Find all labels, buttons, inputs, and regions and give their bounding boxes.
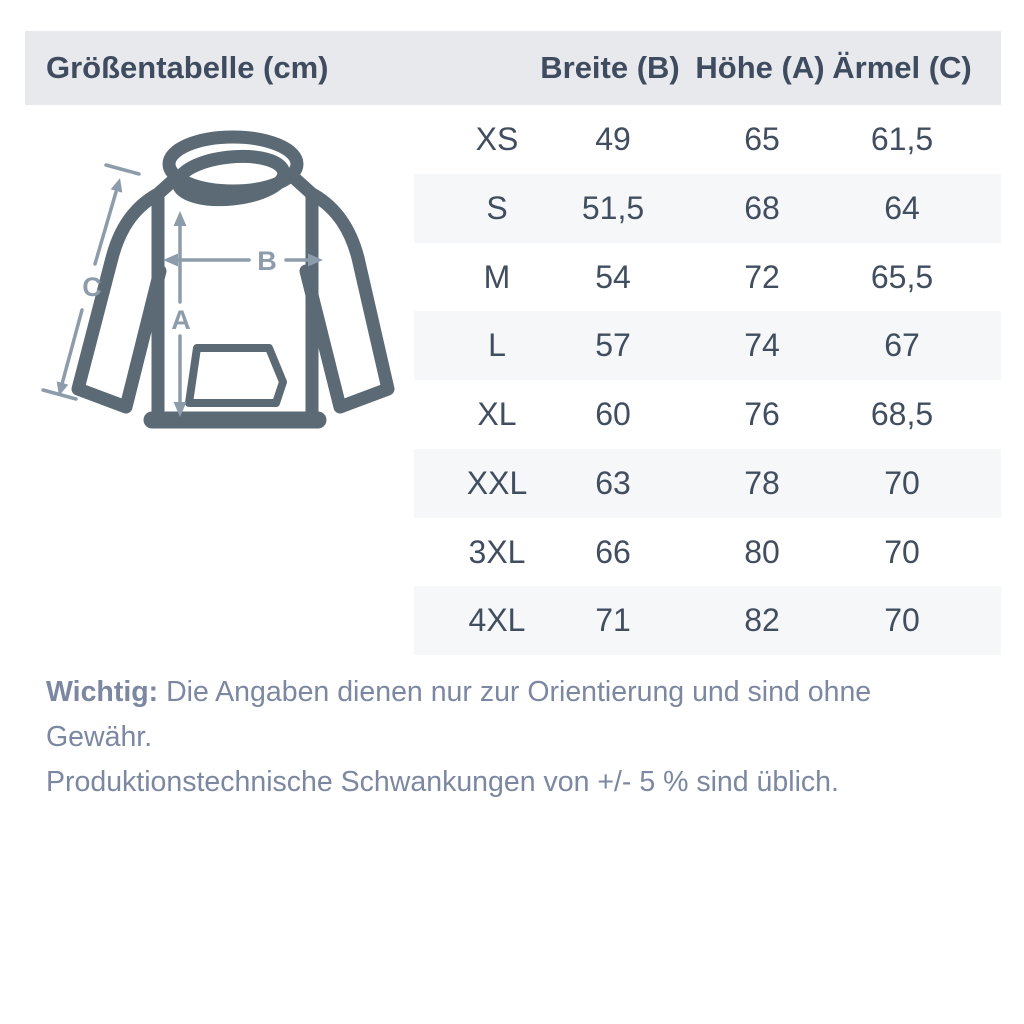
arrowhead-a-up: [174, 211, 187, 226]
table-row-4xl: [414, 586, 1001, 655]
table-row-3xl: [414, 518, 1001, 587]
table-row-s: [414, 174, 1001, 243]
dim-label-b: B: [257, 246, 277, 276]
column-header-breite: Breite (B): [540, 50, 680, 85]
hoehe-value: 76: [744, 396, 780, 432]
breite-value: 66: [595, 533, 631, 570]
aermel-value: 65,5: [870, 258, 934, 295]
size-label: XXL: [466, 464, 528, 501]
table-row-xxl: [414, 449, 1001, 518]
disclaimer-line-2: Produktionstechnische Schwankungen von +/- 5 % sind üblich.: [46, 766, 839, 798]
size-label: M: [483, 258, 511, 295]
breite-value: 49: [595, 121, 631, 157]
hoehe-value: 78: [744, 464, 780, 501]
hoehe-value: 82: [744, 602, 780, 639]
hoodie-measurement-diagram: [30, 118, 430, 453]
disclaimer-note: [46, 670, 976, 805]
size-label: L: [488, 327, 506, 364]
breite-value: 63: [595, 464, 631, 501]
hood-inner-ring: [176, 152, 286, 205]
table-row-m: [414, 243, 1001, 312]
size-label: XL: [477, 396, 517, 432]
disclaimer-bold-label: Wichtig:: [46, 676, 159, 708]
aermel-value: 64: [884, 189, 920, 226]
disclaimer-text-1: Die Angaben dienen nur zur Orientierung und sind ohne Gewähr.: [46, 676, 872, 753]
aermel-value: 68,5: [870, 396, 934, 432]
breite-value: 57: [595, 327, 631, 364]
aermel-value: 70: [884, 533, 920, 570]
table-header-bar: [25, 31, 1001, 105]
size-label: S: [486, 189, 508, 226]
size-label: XS: [475, 121, 519, 157]
arrowhead-b-left: [163, 254, 178, 267]
hoehe-value: 72: [744, 258, 780, 295]
breite-value: 51,5: [581, 189, 645, 226]
size-table: [414, 105, 1001, 655]
aermel-value: 67: [884, 327, 920, 364]
breite-value: 54: [595, 258, 631, 295]
table-row-xl: [414, 380, 1001, 449]
arrowhead-c-up: [111, 178, 123, 193]
hoehe-value: 80: [744, 533, 780, 570]
hoehe-value: 65: [744, 121, 780, 157]
dim-label-a: A: [171, 305, 191, 335]
page-title: Größentabelle (cm): [46, 50, 329, 85]
breite-value: 71: [595, 602, 631, 639]
dim-label-c: C: [82, 272, 102, 302]
aermel-value: 70: [884, 464, 920, 501]
table-row-xs: [414, 105, 1001, 174]
hoehe-value: 74: [744, 327, 780, 364]
hoehe-value: 68: [744, 189, 780, 226]
hoodie-outline: [78, 137, 388, 420]
breite-value: 60: [595, 396, 631, 432]
hoodie-diagram-svg: [30, 118, 430, 453]
column-header-hoehe: Höhe (A): [695, 50, 825, 85]
aermel-value: 61,5: [870, 121, 934, 157]
torso-left-edge: [158, 176, 178, 420]
table-row-l: [414, 311, 1001, 380]
disclaimer-line-1: [46, 670, 976, 760]
size-label: 4XL: [468, 602, 526, 639]
dim-c-tick-top: [106, 165, 139, 174]
size-label: 3XL: [468, 533, 526, 570]
kangaroo-pocket: [189, 348, 283, 403]
aermel-value: 70: [884, 602, 920, 639]
column-header-aermel: Ärmel (C): [832, 50, 972, 85]
